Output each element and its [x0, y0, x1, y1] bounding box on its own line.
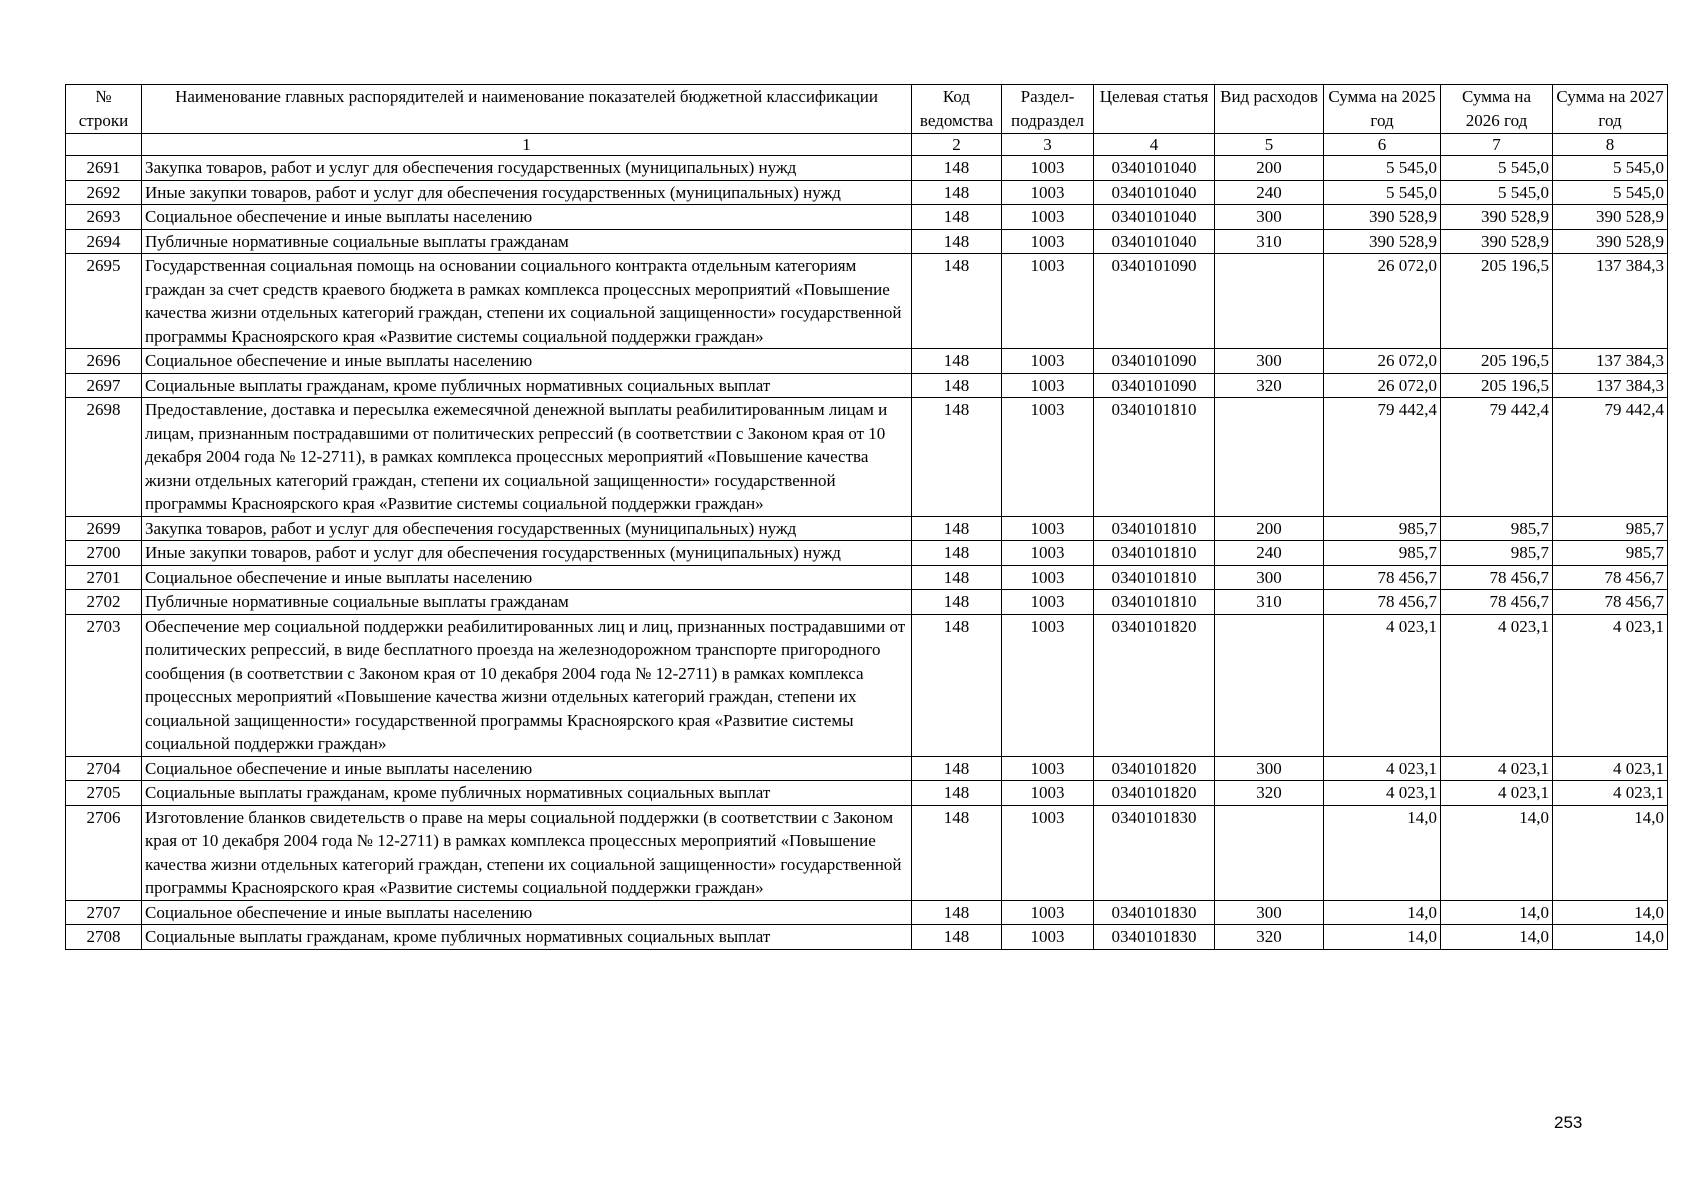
cell-sum-2025: 14,0: [1324, 900, 1441, 925]
cell-name: Социальное обеспечение и иные выплаты населению: [142, 756, 912, 781]
table-row: [66, 925, 1668, 950]
header-target: Целевая статья: [1094, 85, 1215, 134]
cell-sum-2026: 14,0: [1441, 900, 1553, 925]
cell-sum-2027: 985,7: [1553, 541, 1668, 566]
cell-target: 0340101040: [1094, 229, 1215, 254]
table-row: [66, 349, 1668, 374]
cell-sum-2025: 14,0: [1324, 925, 1441, 950]
cell-row-number: 2701: [66, 565, 142, 590]
cell-sum-2027: 14,0: [1553, 805, 1668, 900]
header-dept-code: Код ведомства: [912, 85, 1002, 134]
cell-sum-2026: 14,0: [1441, 925, 1553, 950]
cell-sum-2027: 4 023,1: [1553, 781, 1668, 806]
cell-sum-2025: 79 442,4: [1324, 398, 1441, 517]
cell-row-number: 2691: [66, 156, 142, 181]
header-name: Наименование главных распорядителей и наименование показателей бюджетной классификации: [142, 85, 912, 134]
header-row-no: № строки: [66, 85, 142, 134]
cell-sum-2026: 5 545,0: [1441, 180, 1553, 205]
cell-sum-2025: 5 545,0: [1324, 156, 1441, 181]
cell-sum-2026: 985,7: [1441, 516, 1553, 541]
cell-expense-type: 310: [1215, 229, 1324, 254]
cell-expense-type: 300: [1215, 565, 1324, 590]
cell-sum-2026: 205 196,5: [1441, 373, 1553, 398]
cell-name: Иные закупки товаров, работ и услуг для обеспечения государственных (муниципальных) нужд: [142, 541, 912, 566]
cell-section: 1003: [1002, 925, 1094, 950]
cell-expense-type: 300: [1215, 900, 1324, 925]
cell-row-number: 2700: [66, 541, 142, 566]
header-sum-2025: Сумма на 2025 год: [1324, 85, 1441, 134]
cell-target: 0340101830: [1094, 900, 1215, 925]
cell-sum-2027: 137 384,3: [1553, 254, 1668, 349]
cell-sum-2026: 390 528,9: [1441, 229, 1553, 254]
cell-name: Социальное обеспечение и иные выплаты населению: [142, 205, 912, 230]
column-number-row: [66, 134, 1668, 156]
cell-sum-2025: 390 528,9: [1324, 205, 1441, 230]
cell-sum-2025: 26 072,0: [1324, 254, 1441, 349]
table-row: [66, 900, 1668, 925]
cell-sum-2026: 205 196,5: [1441, 349, 1553, 374]
cell-name: Государственная социальная помощь на основании социального контракта отдельным категориям граждан за счет средств краевого бюджета в рамках комплекса процессных мероприятий «Повышение качества жизни отдельных категорий граждан, степени их социальной защищенности» государственной программы Красноярского края «Развитие системы социальной поддержки граждан»: [142, 254, 912, 349]
cell-row-number: 2704: [66, 756, 142, 781]
cell-expense-type: 310: [1215, 590, 1324, 615]
cell-row-number: 2693: [66, 205, 142, 230]
cell-sum-2025: 5 545,0: [1324, 180, 1441, 205]
cell-dept-code: 148: [912, 229, 1002, 254]
cell-expense-type: [1215, 254, 1324, 349]
cell-dept-code: 148: [912, 180, 1002, 205]
cell-sum-2026: 5 545,0: [1441, 156, 1553, 181]
cell-target: 0340101810: [1094, 398, 1215, 517]
table-header: [66, 85, 1668, 156]
cell-sum-2026: 4 023,1: [1441, 756, 1553, 781]
cell-target: 0340101090: [1094, 254, 1215, 349]
cell-sum-2025: 4 023,1: [1324, 756, 1441, 781]
cell-sum-2025: 4 023,1: [1324, 614, 1441, 756]
cell-dept-code: 148: [912, 565, 1002, 590]
cell-row-number: 2699: [66, 516, 142, 541]
cell-target: 0340101040: [1094, 180, 1215, 205]
cell-sum-2027: 985,7: [1553, 516, 1668, 541]
cell-dept-code: 148: [912, 398, 1002, 517]
cell-expense-type: [1215, 398, 1324, 517]
cell-sum-2027: 14,0: [1553, 900, 1668, 925]
cell-section: 1003: [1002, 900, 1094, 925]
cell-dept-code: 148: [912, 156, 1002, 181]
cell-expense-type: 300: [1215, 756, 1324, 781]
cell-dept-code: 148: [912, 805, 1002, 900]
cell-dept-code: 148: [912, 590, 1002, 615]
cell-row-number: 2703: [66, 614, 142, 756]
table-row: [66, 541, 1668, 566]
cell-row-number: 2702: [66, 590, 142, 615]
table-row: [66, 254, 1668, 349]
column-number: 7: [1441, 134, 1553, 156]
cell-section: 1003: [1002, 590, 1094, 615]
cell-target: 0340101040: [1094, 205, 1215, 230]
cell-sum-2027: 390 528,9: [1553, 205, 1668, 230]
cell-dept-code: 148: [912, 614, 1002, 756]
column-number: 2: [912, 134, 1002, 156]
cell-name: Публичные нормативные социальные выплаты гражданам: [142, 229, 912, 254]
cell-expense-type: 200: [1215, 516, 1324, 541]
cell-name: Публичные нормативные социальные выплаты гражданам: [142, 590, 912, 615]
cell-dept-code: 148: [912, 900, 1002, 925]
cell-row-number: 2698: [66, 398, 142, 517]
table-body: [66, 156, 1668, 950]
column-number: 6: [1324, 134, 1441, 156]
cell-section: 1003: [1002, 614, 1094, 756]
cell-dept-code: 148: [912, 541, 1002, 566]
cell-sum-2025: 26 072,0: [1324, 349, 1441, 374]
column-number: 1: [142, 134, 912, 156]
cell-expense-type: [1215, 614, 1324, 756]
cell-name: Социальные выплаты гражданам, кроме публичных нормативных социальных выплат: [142, 781, 912, 806]
cell-name: Предоставление, доставка и пересылка ежемесячной денежной выплаты реабилитированным лицам и лицам, признанным пострадавшими от политических репрессий (в соответствии с Законом края от 10 декабря 2004 года № 12-2711), в рамках комплекса процессных мероприятий «Повышение качества жизни отдельных категорий граждан, степени их социальной защищенности» государственной программы Красноярского края «Развитие системы социальной поддержки граждан»: [142, 398, 912, 517]
cell-sum-2025: 26 072,0: [1324, 373, 1441, 398]
cell-dept-code: 148: [912, 349, 1002, 374]
column-number: 8: [1553, 134, 1668, 156]
column-number: 5: [1215, 134, 1324, 156]
table-row: [66, 614, 1668, 756]
table-row: [66, 205, 1668, 230]
cell-section: 1003: [1002, 373, 1094, 398]
cell-dept-code: 148: [912, 254, 1002, 349]
cell-name: Социальное обеспечение и иные выплаты населению: [142, 565, 912, 590]
column-number: 4: [1094, 134, 1215, 156]
cell-section: 1003: [1002, 254, 1094, 349]
cell-target: 0340101820: [1094, 614, 1215, 756]
cell-expense-type: 320: [1215, 781, 1324, 806]
cell-dept-code: 148: [912, 205, 1002, 230]
cell-target: 0340101090: [1094, 373, 1215, 398]
cell-sum-2026: 4 023,1: [1441, 614, 1553, 756]
cell-sum-2025: 78 456,7: [1324, 565, 1441, 590]
cell-sum-2027: 137 384,3: [1553, 349, 1668, 374]
column-number: 3: [1002, 134, 1094, 156]
cell-row-number: 2705: [66, 781, 142, 806]
cell-dept-code: 148: [912, 516, 1002, 541]
cell-target: 0340101830: [1094, 805, 1215, 900]
cell-sum-2027: 4 023,1: [1553, 756, 1668, 781]
cell-name: Закупка товаров, работ и услуг для обеспечения государственных (муниципальных) нужд: [142, 156, 912, 181]
cell-section: 1003: [1002, 156, 1094, 181]
table-row: [66, 781, 1668, 806]
cell-expense-type: 320: [1215, 373, 1324, 398]
cell-section: 1003: [1002, 205, 1094, 230]
page-number: 253: [1554, 1113, 1583, 1132]
budget-table: [65, 84, 1668, 950]
cell-expense-type: 300: [1215, 205, 1324, 230]
cell-section: 1003: [1002, 541, 1094, 566]
cell-name: Социальные выплаты гражданам, кроме публичных нормативных социальных выплат: [142, 373, 912, 398]
table-row: [66, 373, 1668, 398]
cell-sum-2025: 14,0: [1324, 805, 1441, 900]
cell-name: Иные закупки товаров, работ и услуг для обеспечения государственных (муниципальных) нужд: [142, 180, 912, 205]
cell-target: 0340101090: [1094, 349, 1215, 374]
cell-name: Изготовление бланков свидетельств о праве на меры социальной поддержки (в соответствии с Законом края от 10 декабря 2004 года № 12-2711) в рамках комплекса процессных мероприятий «Повышение качества жизни отдельных категорий граждан, степени их социальной защищенности» государственной программы Красноярского края «Развитие системы социальной поддержки граждан»: [142, 805, 912, 900]
table-row: [66, 756, 1668, 781]
cell-expense-type: 300: [1215, 349, 1324, 374]
cell-sum-2027: 390 528,9: [1553, 229, 1668, 254]
cell-row-number: 2695: [66, 254, 142, 349]
column-number: [66, 134, 142, 156]
table-row: [66, 516, 1668, 541]
cell-sum-2026: 985,7: [1441, 541, 1553, 566]
table-row: [66, 590, 1668, 615]
cell-sum-2027: 79 442,4: [1553, 398, 1668, 517]
cell-sum-2026: 14,0: [1441, 805, 1553, 900]
cell-name: Обеспечение мер социальной поддержки реабилитированных лиц и лиц, признанных пострадавшими от политических репрессий, в виде бесплатного проезда на железнодорожном транспорте пригородного сообщения (в соответствии с Законом края от 10 декабря 2004 года № 12-2711) в рамках комплекса процессных мероприятий «Повышение качества жизни отдельных категорий граждан, степени их социальной защищенности» государственной программы Красноярского края «Развитие системы социальной поддержки граждан»: [142, 614, 912, 756]
table-row: [66, 180, 1668, 205]
cell-sum-2027: 5 545,0: [1553, 156, 1668, 181]
cell-sum-2027: 78 456,7: [1553, 590, 1668, 615]
cell-row-number: 2707: [66, 900, 142, 925]
cell-name: Социальное обеспечение и иные выплаты населению: [142, 349, 912, 374]
cell-sum-2026: 390 528,9: [1441, 205, 1553, 230]
cell-sum-2027: 5 545,0: [1553, 180, 1668, 205]
cell-sum-2025: 390 528,9: [1324, 229, 1441, 254]
cell-expense-type: [1215, 805, 1324, 900]
cell-section: 1003: [1002, 398, 1094, 517]
cell-section: 1003: [1002, 516, 1094, 541]
cell-sum-2027: 137 384,3: [1553, 373, 1668, 398]
header-expense-type: Вид расходов: [1215, 85, 1324, 134]
cell-section: 1003: [1002, 180, 1094, 205]
cell-section: 1003: [1002, 565, 1094, 590]
cell-target: 0340101040: [1094, 156, 1215, 181]
cell-section: 1003: [1002, 349, 1094, 374]
cell-row-number: 2692: [66, 180, 142, 205]
cell-sum-2025: 78 456,7: [1324, 590, 1441, 615]
cell-sum-2026: 205 196,5: [1441, 254, 1553, 349]
cell-row-number: 2696: [66, 349, 142, 374]
header-sum-2027: Сумма на 2027 год: [1553, 85, 1668, 134]
cell-sum-2025: 985,7: [1324, 541, 1441, 566]
cell-sum-2026: 79 442,4: [1441, 398, 1553, 517]
cell-target: 0340101810: [1094, 516, 1215, 541]
cell-sum-2025: 985,7: [1324, 516, 1441, 541]
table-row: [66, 805, 1668, 900]
cell-target: 0340101810: [1094, 565, 1215, 590]
cell-dept-code: 148: [912, 925, 1002, 950]
cell-target: 0340101820: [1094, 756, 1215, 781]
cell-row-number: 2697: [66, 373, 142, 398]
cell-sum-2025: 4 023,1: [1324, 781, 1441, 806]
header-section: Раздел-подраздел: [1002, 85, 1094, 134]
cell-sum-2026: 78 456,7: [1441, 590, 1553, 615]
cell-section: 1003: [1002, 229, 1094, 254]
cell-dept-code: 148: [912, 373, 1002, 398]
table-row: [66, 229, 1668, 254]
table-row: [66, 398, 1668, 517]
cell-sum-2026: 4 023,1: [1441, 781, 1553, 806]
cell-name: Социальные выплаты гражданам, кроме публичных нормативных социальных выплат: [142, 925, 912, 950]
cell-expense-type: 240: [1215, 541, 1324, 566]
cell-target: 0340101810: [1094, 590, 1215, 615]
cell-row-number: 2694: [66, 229, 142, 254]
cell-dept-code: 148: [912, 781, 1002, 806]
cell-sum-2027: 14,0: [1553, 925, 1668, 950]
cell-name: Социальное обеспечение и иные выплаты населению: [142, 900, 912, 925]
cell-target: 0340101820: [1094, 781, 1215, 806]
cell-section: 1003: [1002, 805, 1094, 900]
cell-sum-2027: 4 023,1: [1553, 614, 1668, 756]
cell-section: 1003: [1002, 781, 1094, 806]
header-sum-2026: Сумма на 2026 год: [1441, 85, 1553, 134]
cell-target: 0340101810: [1094, 541, 1215, 566]
cell-name: Закупка товаров, работ и услуг для обеспечения государственных (муниципальных) нужд: [142, 516, 912, 541]
cell-sum-2026: 78 456,7: [1441, 565, 1553, 590]
table-row: [66, 565, 1668, 590]
cell-section: 1003: [1002, 756, 1094, 781]
cell-expense-type: 320: [1215, 925, 1324, 950]
cell-expense-type: 240: [1215, 180, 1324, 205]
cell-sum-2027: 78 456,7: [1553, 565, 1668, 590]
cell-row-number: 2708: [66, 925, 142, 950]
cell-expense-type: 200: [1215, 156, 1324, 181]
table-row: [66, 156, 1668, 181]
cell-dept-code: 148: [912, 756, 1002, 781]
cell-target: 0340101830: [1094, 925, 1215, 950]
cell-row-number: 2706: [66, 805, 142, 900]
